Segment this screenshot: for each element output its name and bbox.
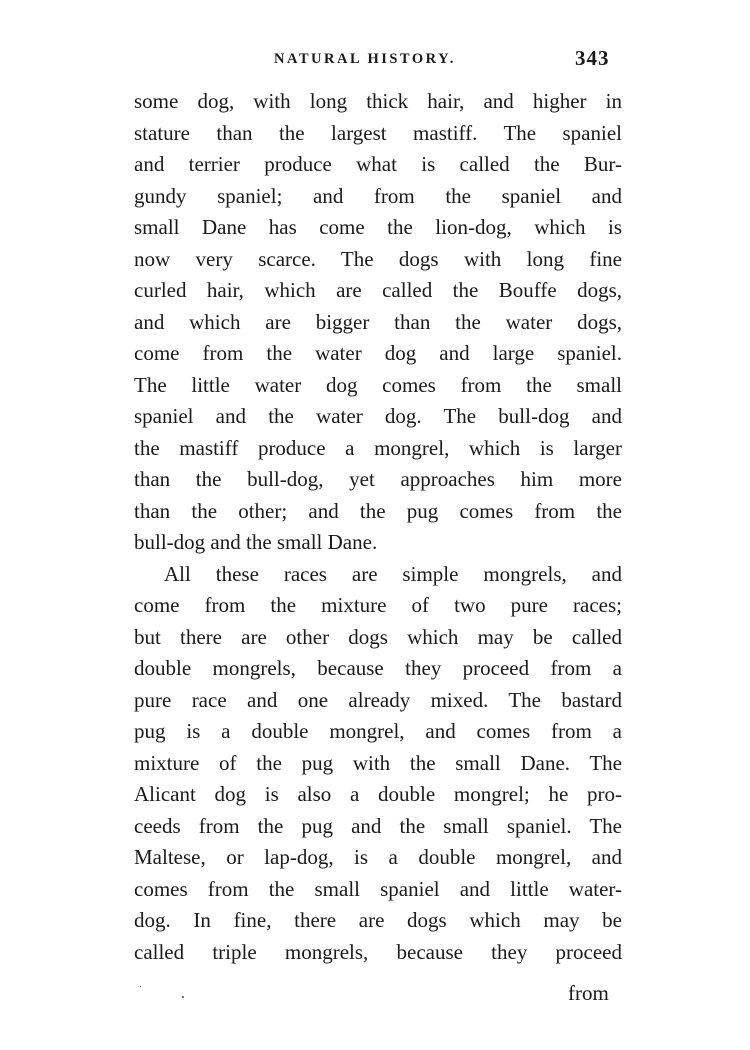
print-speck (182, 996, 184, 998)
catchword: from (568, 981, 609, 1005)
text-line: double mongrels, because they proceed from a (134, 656, 622, 680)
text-line: curled hair, which are called the Bouffe dogs, (134, 278, 622, 302)
text-line: Alicant dog is also a double mongrel; he pro- (134, 782, 622, 806)
text-line: bull-dog and the small Dane. (134, 530, 378, 554)
page-number: 343 (575, 46, 610, 70)
print-speck (140, 986, 141, 987)
paragraph-2 (134, 559, 622, 969)
running-head-title: NATURAL HISTORY. (274, 51, 456, 67)
text-line: Maltese, or lap-dog, is a double mongrel, and (134, 845, 622, 869)
text-line: some dog, with long thick hair, and higher in (134, 89, 622, 113)
text-line: pure race and one already mixed. The bastard (134, 687, 622, 712)
text-line: and terrier produce what is called the Bur- (134, 152, 622, 176)
paragraph-1 (134, 86, 622, 559)
text-line: The little water dog comes from the small (134, 372, 622, 397)
text-line: come from the mixture of two pure races; (134, 593, 622, 617)
text-line: than the other; and the pug comes from the (134, 498, 622, 523)
text-line: but there are other dogs which may be called (134, 624, 622, 649)
text-line: called triple mongrels, because they proceed (134, 939, 622, 964)
text-line: small Dane has come the lion-dog, which is (134, 215, 622, 239)
text-line: come from the water dog and large spaniel. (134, 341, 622, 365)
text-line: spaniel and the water dog. The bull-dog and (134, 404, 622, 428)
text-line: comes from the small spaniel and little water- (134, 876, 622, 901)
text-line: gundy spaniel; and from the spaniel and (134, 183, 622, 208)
body-text (134, 86, 622, 968)
text-line: pug is a double mongrel, and comes from a (134, 719, 622, 743)
text-line: now very scarce. The dogs with long fine (134, 246, 622, 271)
text-line: mixture of the pug with the small Dane. The (134, 750, 622, 775)
running-head (250, 46, 630, 76)
text-line: than the bull-dog, yet approaches him more (134, 467, 622, 491)
text-line: and which are bigger than the water dogs, (134, 309, 622, 334)
text-line: ceeds from the pug and the small spaniel. The (134, 813, 622, 838)
text-line: the mastiff produce a mongrel, which is larger (134, 435, 622, 460)
text-line: stature than the largest mastiff. The spaniel (134, 120, 622, 145)
text-line: All these races are simple mongrels, and (164, 561, 622, 586)
text-line: dog. In fine, there are dogs which may be (134, 908, 622, 932)
